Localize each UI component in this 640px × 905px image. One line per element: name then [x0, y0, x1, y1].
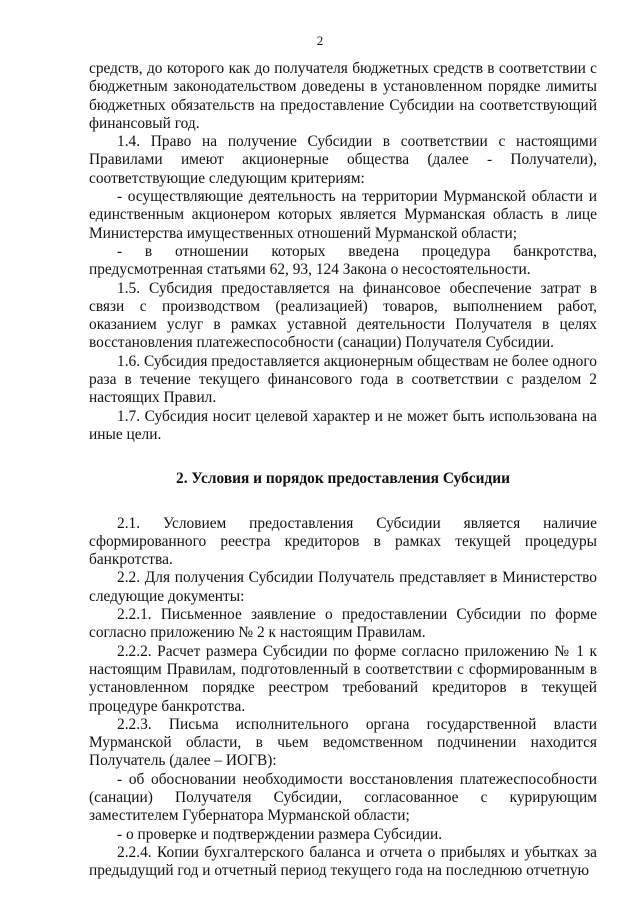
paragraph: - об обосновании необходимости восстановления платежеспособности (санации) Получателя Субсидии, согласованное с курирующим заместителем Губернатора Мурманской области;	[89, 770, 597, 825]
section-2-body	[89, 515, 597, 881]
paragraph: 1.4. Право на получение Субсидии в соответствии с настоящими Правилами имеют акционерные общества (далее - Получатели), соответствующие следующим критериям:	[89, 133, 597, 187]
paragraph: - осуществляющие деятельность на территории Мурманской области и единственным акционером которых является Мурманская область в лице Министерства имущественных отношений Мурманской области;	[89, 188, 597, 242]
paragraph: 2.1. Условием предоставления Субсидии является наличие сформированного реестра кредиторов в рамках текущей процедуры банкротства.	[89, 514, 597, 569]
paragraph: - в отношении которых введена процедура банкротства, предусмотренная статьями 62, 93, 124 Закона о несостоятельности.	[89, 242, 597, 279]
paragraph: 2.2.2. Расчет размера Субсидии по форме согласно приложению № 1 к настоящим Правилам, подготовленный в соответствии с сформированным в установленном порядке реестром требований кредиторов в текущей процедуре банкротства.	[89, 642, 597, 715]
page-number: 2	[316, 33, 324, 48]
section-1-continuation	[89, 60, 597, 444]
paragraph: 1.7. Субсидия носит целевой характер и не может быть использована на иные цели.	[89, 407, 597, 443]
paragraph: 2.2.1. Письменное заявление о предоставлении Субсидии по форме согласно приложению № 2 к настоящим Правилам.	[89, 606, 597, 642]
section-heading: 2. Условия и порядок предоставления Субсидии	[176, 470, 510, 488]
paragraph: 2.2. Для получения Субсидии Получатель представляет в Министерство следующие документы:	[89, 569, 597, 605]
paragraph: 1.5. Субсидия предоставляется на финансовое обеспечение затрат в связи с производством (реализацией) товаров, выполнением работ, оказанием услуг в рамках уставной деятельности Получателя в целях восстановления платежеспособности (санации) Получателя Субсидии.	[89, 279, 597, 352]
paragraph: средств, до которого как до получателя бюджетных средств в соответствии с бюджетным законодательством доведены в установленном порядке лимиты бюджетных обязательств на предоставление Субсидии на соответствующий финансовый год.	[89, 60, 597, 132]
paragraph: 2.2.4. Копии бухгалтерского баланса и отчета о прибылях и убытках за предыдущий год и отчетный период текущего года на последнюю отчетную	[89, 843, 597, 880]
paragraph: 1.6. Субсидия предоставляется акционерным обществам не более одного раза в течение текущего финансового года в соответствии с разделом 2 настоящих Правил.	[89, 352, 597, 407]
paragraph: - о проверке и подтверждении размера Субсидии.	[117, 825, 443, 843]
paragraph: 2.2.3. Письма исполнительного органа государственной власти Мурманской области, в чьем ведомственном подчинении находится Получатель (далее – ИОГВ):	[89, 715, 597, 770]
document-body	[89, 60, 597, 880]
